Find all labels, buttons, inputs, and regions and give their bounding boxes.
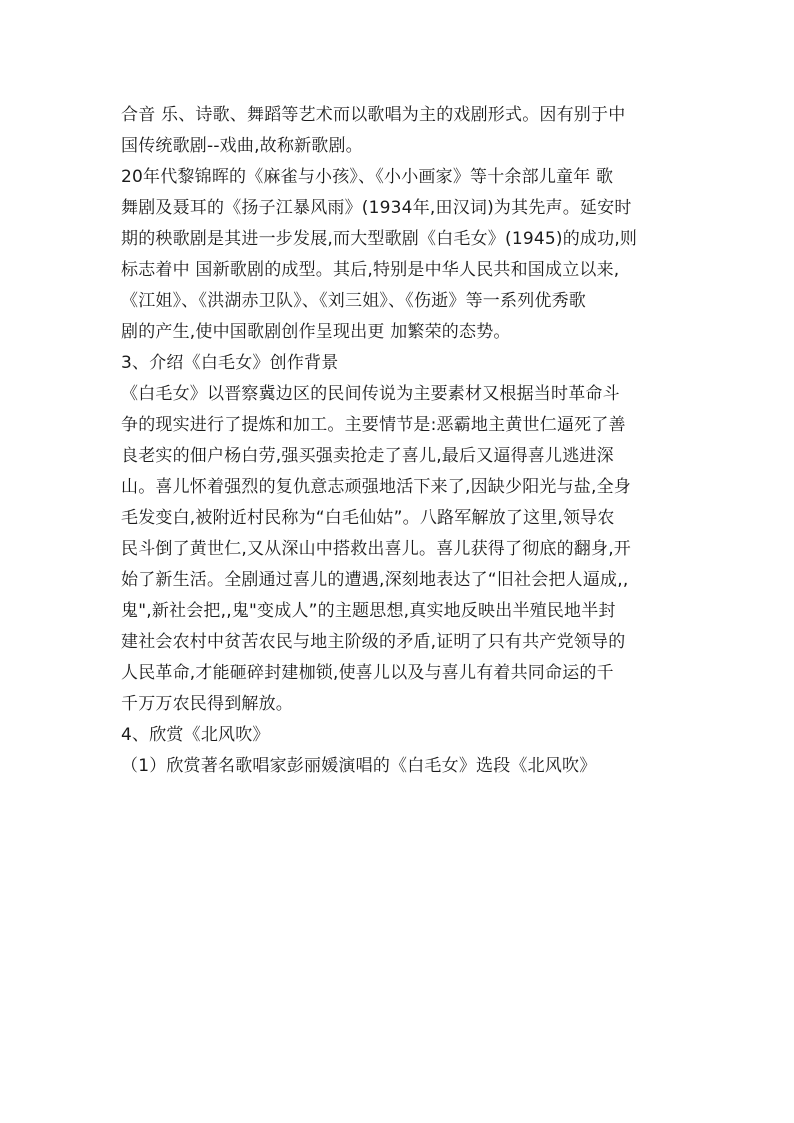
paragraph-line: 鬼",新社会把,,鬼"变成人”的主题思想,真实地反映出半殖民地半封 xyxy=(121,601,616,621)
paragraph-line: 山。喜儿怀着强烈的复仇意志顽强地活下来了,因缺少阳光与盐,全身 xyxy=(121,477,632,497)
paragraph-line: 千万万农民得到解放。 xyxy=(121,694,293,714)
paragraph-line: 《江姐》、《洪湖赤卫队》、《刘三姐》、《伤逝》等一系列优秀歌 xyxy=(121,291,586,311)
paragraph-line: 舞剧及聂耳的《扬子江暴风雨》(1934年,田汉词)为其先声。延安时 xyxy=(121,198,632,218)
list-item: （1）欣赏著名歌唱家彭丽媛演唱的《白毛女》选段《北风吹》 xyxy=(121,756,597,776)
paragraph-line: 民斗倒了黄世仁,又从深山中搭救出喜儿。喜儿获得了彻底的翻身,开 xyxy=(121,539,632,559)
paragraph-line: 20年代黎锦晖的《麻雀与小孩》、《小小画家》等十余部儿童年 歌 xyxy=(121,167,614,187)
document-body xyxy=(121,100,681,782)
paragraph-line: 毛发变白,被附近村民称为“白毛仙姑”。八路军解放了这里,领导农 xyxy=(121,508,615,528)
paragraph-line: 良老实的佃户杨白劳,强买强卖抢走了喜儿,最后又逼得喜儿逃进深 xyxy=(121,446,614,466)
section-heading: 4、欣赏《北风吹》 xyxy=(121,725,270,745)
paragraph-line: 剧的产生,使中国歌剧创作呈现出更 加繁荣的态势。 xyxy=(121,322,511,342)
paragraph-line: 建社会农村中贫苦农民与地主阶级的矛盾,证明了只有共产党领导的 xyxy=(121,632,626,652)
paragraph-line: 争的现实进行了提炼和加工。主要情节是:恶霸地主黄世仁逼死了善 xyxy=(121,415,626,435)
paragraph-line: 国传统歌剧--戏曲,故称新歌剧。 xyxy=(121,136,363,156)
paragraph-line: 人民革命,才能砸碎封建枷锁,使喜儿以及与喜儿有着共同命运的千 xyxy=(121,663,614,683)
paragraph-line: 合音 乐、诗歌、舞蹈等艺术而以歌唱为主的戏剧形式。因有别于中 xyxy=(121,105,626,125)
paragraph-line: 始了新生活。全剧通过喜儿的遭遇,深刻地表达了“旧社会把人逼成,, xyxy=(121,570,629,590)
paragraph-line: 《白毛女》以晋察冀边区的民间传说为主要素材又根据当时革命斗 xyxy=(121,384,620,404)
paragraph-line: 标志着中 国新歌剧的成型。其后,特别是中华人民共和国成立以来, xyxy=(121,260,620,280)
section-heading: 3、介绍《白毛女》创作背景 xyxy=(121,353,339,373)
paragraph-line: 期的秧歌剧是其进一步发展,而大型歌剧《白毛女》(1945)的成功,则 xyxy=(121,229,638,249)
